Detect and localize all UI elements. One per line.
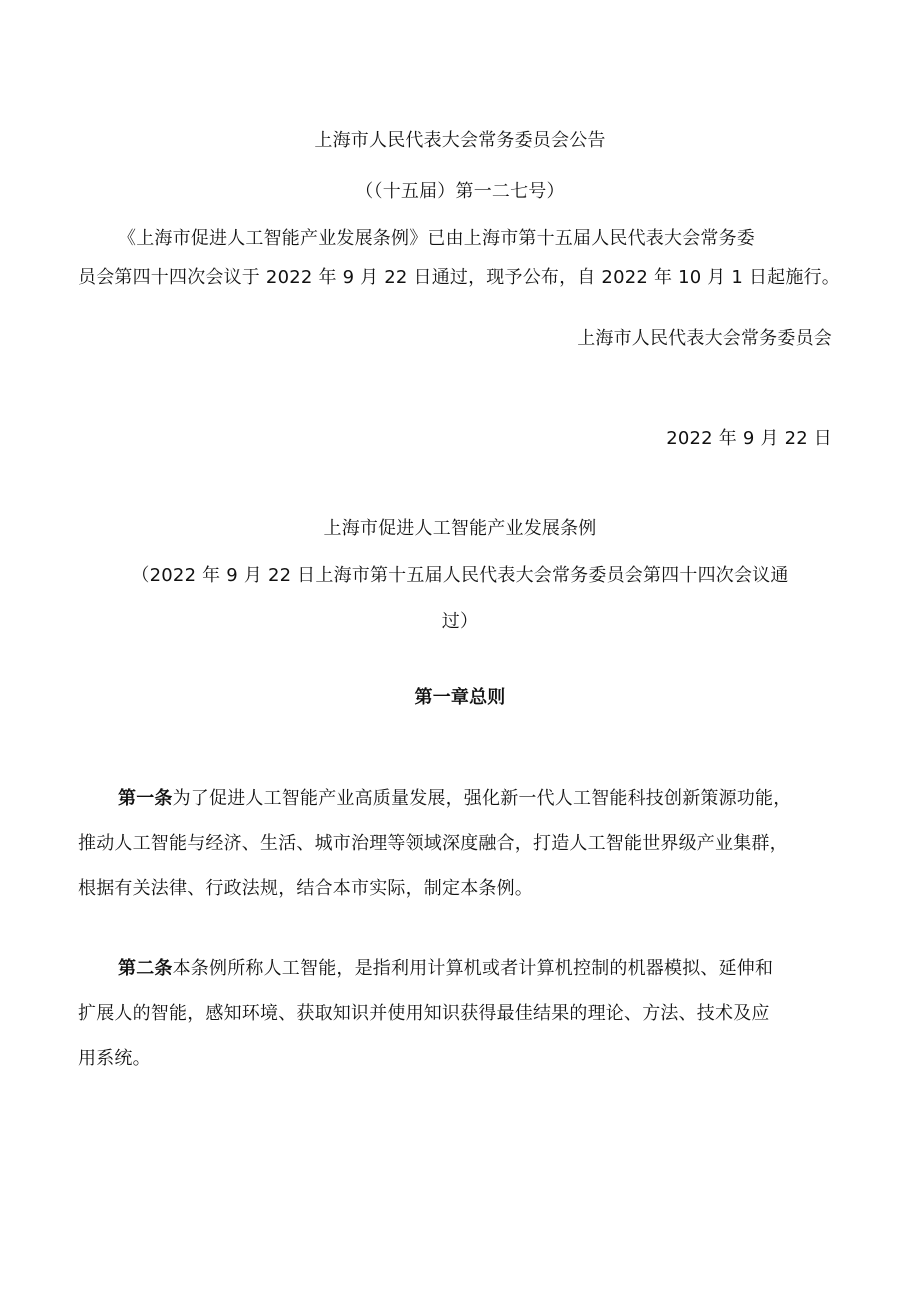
article-1-text-1: 为了促进人工智能产业高质量发展，强化新一代人工智能科技创新策源功能， [172, 788, 792, 809]
article-2-text-1: 本条例所称人工智能，是指利用计算机或者计算机控制的机器模拟、延伸和 [172, 958, 774, 979]
article-2-line-1 [118, 957, 773, 981]
article-2-line-3: 用系统。 [78, 1048, 151, 1069]
announcement-number: （（十五届）第一二七号） [355, 181, 565, 202]
article-1-line-3: 根据有关法律、行政法规，结合本市实际，制定本条例。 [78, 878, 533, 899]
article-1-line-2: 推动人工智能与经济、生活、城市治理等领域深度融合，打造人工智能世界级产业集群， [78, 833, 788, 854]
announcement-signatory: 上海市人民代表大会常务委员会 [577, 328, 832, 349]
chapter-1-title: 第一章总则 [414, 687, 506, 708]
regulation-title: 上海市促进人工智能产业发展条例 [323, 518, 597, 539]
announcement-body-line-2: 员会第四十四次会议于 2022 年 9 月 22 日通过，现予公布，自 2022 年 10 月 1 日起施行。 [78, 267, 840, 288]
article-1-label: 第一条 [118, 788, 173, 809]
announcement-title: 上海市人民代表大会常务委员会公告 [314, 130, 606, 151]
article-2-line-2: 扩展人的智能，感知环境、获取知识并使用知识获得最佳结果的理论、方法、技术及应 [78, 1003, 770, 1024]
announcement-date: 2022 年 9 月 22 日 [666, 428, 832, 449]
regulation-adoption-line-1: （2022 年 9 月 22 日上海市第十五届人民代表大会常务委员会第四十四次会议通 [131, 565, 789, 586]
announcement-body-line-1: 《上海市促进人工智能产业发展条例》已由上海市第十五届人民代表大会常务委 [118, 228, 755, 249]
article-2-label: 第二条 [118, 958, 173, 979]
article-1-line-1 [118, 787, 791, 811]
regulation-adoption-line-2: 过） [441, 611, 479, 632]
